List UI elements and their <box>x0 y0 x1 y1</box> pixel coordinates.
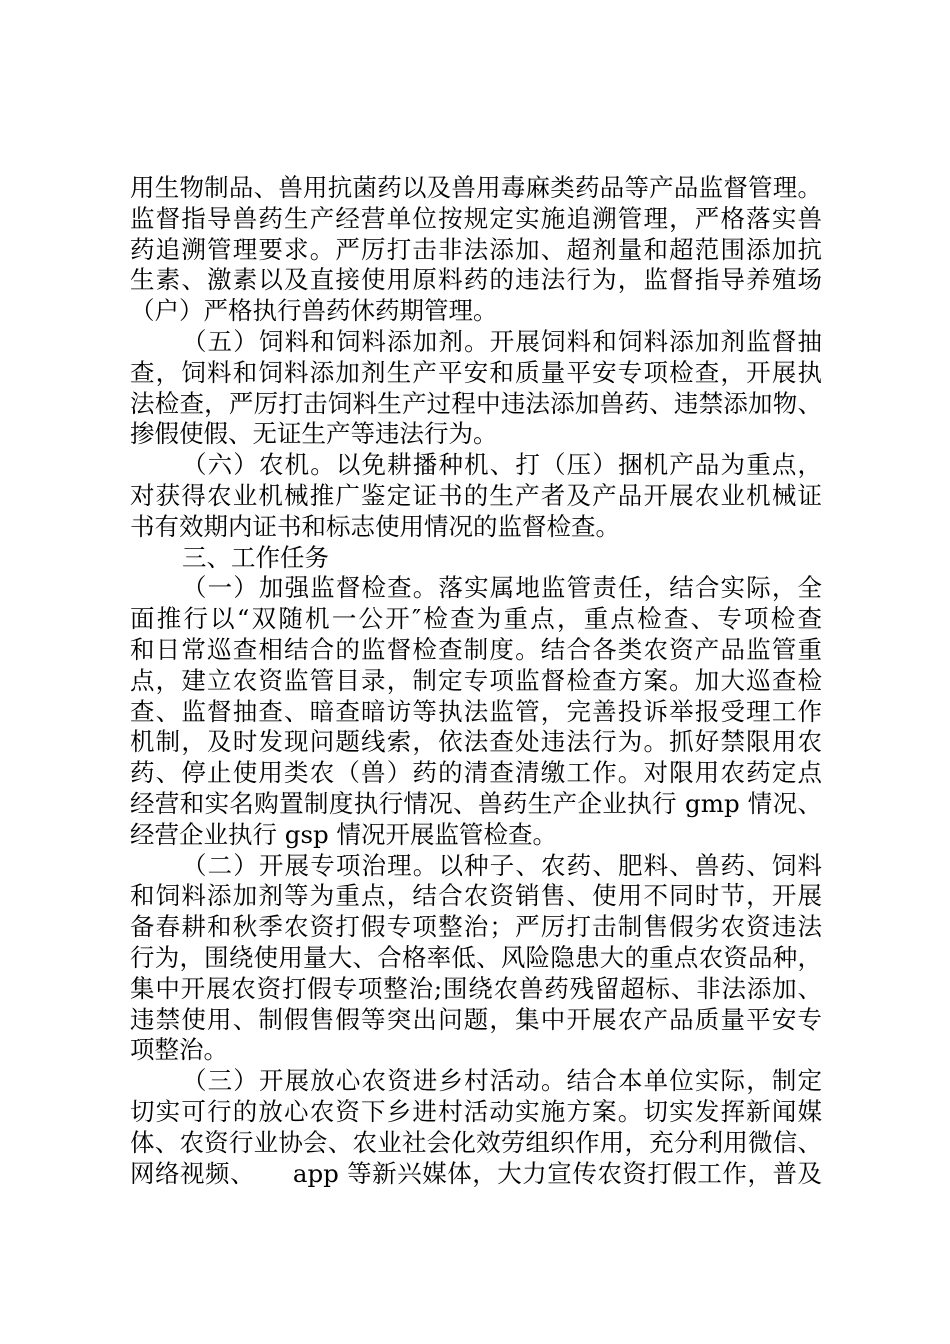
text-line: 面推行以“双随机一公开″检查为重点，重点检查、专项检查 <box>130 604 822 634</box>
text-line: 备春耕和秋季农资打假专项整治；严厉打击制售假劣农资违法 <box>130 912 822 942</box>
text-line: 药、停止使用类农（兽）药的清查清缴工作。对限用农药定点 <box>130 758 822 788</box>
text-line: 三、工作任务 <box>182 542 329 572</box>
text-line: 生素、激素以及直接使用原料药的违法行为，监督指导养殖场 <box>130 265 822 295</box>
text-line: 监督指导兽药生产经营单位按规定实施追溯管理，严格落实兽 <box>130 203 822 233</box>
text-line: （三）开展放心农资进乡村活动。结合本单位实际，制定 <box>182 1066 822 1096</box>
text-line: （六）农机。以免耕播种机、打（压）捆机产品为重点， <box>182 450 822 480</box>
text-line: 书有效期内证书和标志使用情况的监督检查。 <box>130 511 620 541</box>
text-line: 和日常巡查相结合的监督检查制度。结合各类农资产品监管重 <box>130 634 822 664</box>
text-line: 集中开展农资打假专项整治;围绕农兽药残留超标、非法添加、 <box>130 973 822 1003</box>
text-line: 法检查，严厉打击饲料生产过程中违法添加兽药、违禁添加物、 <box>130 388 822 418</box>
text-line: 对获得农业机械推广鉴定证书的生产者及产品开展农业机械证 <box>130 480 822 510</box>
text-line: （一）加强监督检查。落实属地监管责任，结合实际，全 <box>182 573 822 603</box>
text-line: 经营和实名购置制度执行情况、兽药生产企业执行 gmp 情况、 <box>130 788 822 818</box>
text-line: （五）饲料和饲料添加剂。开展饲料和饲料添加剂监督抽 <box>182 326 822 356</box>
text-line: 机制，及时发现问题线索，依法查处违法行为。抓好禁限用农 <box>130 727 822 757</box>
text-line: 网络视频、 app 等新兴媒体，大力宣传农资打假工作，普及 <box>130 1158 822 1188</box>
text-line: 切实可行的放心农资下乡进村活动实施方案。切实发挥新闻媒 <box>130 1096 822 1126</box>
text-line: （户）严格执行兽药休药期管理。 <box>130 296 498 326</box>
text-line: 行为，围绕使用量大、合格率低、风险隐患大的重点农资品种， <box>130 942 822 972</box>
text-line: 药追溯管理要求。严厉打击非法添加、超剂量和超范围添加抗 <box>130 234 822 264</box>
text-line: 查、监督抽查、暗查暗访等执法监管，完善投诉举报受理工作 <box>130 696 822 726</box>
text-line: 用生物制品、兽用抗菌药以及兽用毒麻类药品等产品监督管理。 <box>130 173 822 202</box>
text-line: 项整治。 <box>130 1035 228 1065</box>
text-line: 经营企业执行 gsp 情况开展监管检查。 <box>130 819 558 849</box>
text-line: 和饲料添加剂等为重点，结合农资销售、使用不同时节，开展 <box>130 881 822 911</box>
text-line: 体、农资行业协会、农业社会化效劳组织作用，充分利用微信、 <box>130 1127 822 1157</box>
text-line: 违禁使用、制假售假等突出问题，集中开展农产品质量平安专 <box>130 1004 822 1034</box>
text-line: 掺假使假、无证生产等违法行为。 <box>130 419 498 449</box>
document-body <box>130 173 822 1189</box>
text-line: （二）开展专项治理。以种子、农药、肥料、兽药、饲料 <box>182 850 822 880</box>
text-line: 查，饲料和饲料添加剂生产平安和质量平安专项检查，开展执 <box>130 357 822 387</box>
text-line: 点，建立农资监管目录，制定专项监督检查方案。加大巡查检 <box>130 665 822 695</box>
